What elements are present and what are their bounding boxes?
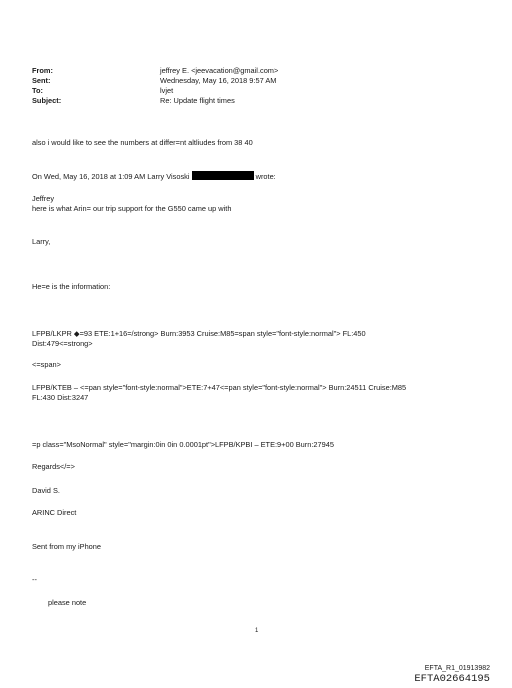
subject-row xyxy=(32,96,278,106)
bates-number-small: EFTA_R1_01913982 xyxy=(424,665,490,672)
signer-company: ARINC Direct xyxy=(32,508,77,517)
to-row xyxy=(32,86,278,96)
from-row xyxy=(32,66,278,76)
sent-label: Sent: xyxy=(32,76,51,85)
signer-name: David S. xyxy=(32,486,60,495)
email-header xyxy=(32,66,278,106)
signature-dashes: -- xyxy=(32,575,37,584)
bates-number-large: EFTA02664195 xyxy=(414,673,490,685)
route-lfpb-kpbi: =p class="MsoNormal" style="margin:0in 0in 0.0001pt">LFPB/KPBI – ETE:9+00 Burn:27945 xyxy=(32,440,334,449)
body-line-trip-support: here is what Arin= our trip support for the G550 came up with xyxy=(32,204,232,213)
sent-from-iphone: Sent from my iPhone xyxy=(32,542,102,551)
body-line-altitudes: also i would like to see the numbers at differ=nt altliudes from 38 40 xyxy=(32,138,253,147)
from-label: From: xyxy=(32,66,53,75)
signoff-larry: Larry, xyxy=(32,237,51,246)
from-value: jeffrey E. <jeevacation@gmail.com> xyxy=(160,66,279,75)
span-line: <=span> xyxy=(32,360,61,369)
to-label: To: xyxy=(32,86,43,95)
sent-row xyxy=(32,76,278,86)
redaction-bar xyxy=(192,171,254,180)
info-heading: He=e is the information: xyxy=(32,282,111,291)
route-lfpb-kteb-dist: FL:430 Dist:3247 xyxy=(32,393,89,402)
route-lfpb-kteb: LFPB/KTEB – <=pan style="font-style:normal">ETE:7+47<=pan style="font-style:normal"> Burn:24511 Cruise:M85 xyxy=(32,383,407,392)
route-lfpb-lkpr: LFPB/LKPR ◆=93 ETE:1+16=/strong> Burn:3953 Cruise:M85=span style="font-style:normal"> FL:450 xyxy=(32,329,366,338)
quote-intro-wrote: wrote: xyxy=(255,172,276,181)
quote-intro-sender: On Wed, May 16, 2018 at 1:09 AM Larry Visoski xyxy=(32,172,190,181)
to-value: lvjet xyxy=(160,86,174,95)
sent-value: Wednesday, May 16, 2018 9:57 AM xyxy=(160,76,277,85)
please-note: please note xyxy=(48,598,87,607)
subject-value: Re: Update flight times xyxy=(160,96,235,105)
subject-label: Subject: xyxy=(32,96,62,105)
greeting: Jeffrey xyxy=(32,194,55,203)
route-lfpb-lkpr-dist: Dist:479<=strong> xyxy=(32,339,93,348)
page-number: 1 xyxy=(255,628,259,634)
quote-intro xyxy=(32,171,276,181)
regards: Regards</=> xyxy=(32,462,75,471)
